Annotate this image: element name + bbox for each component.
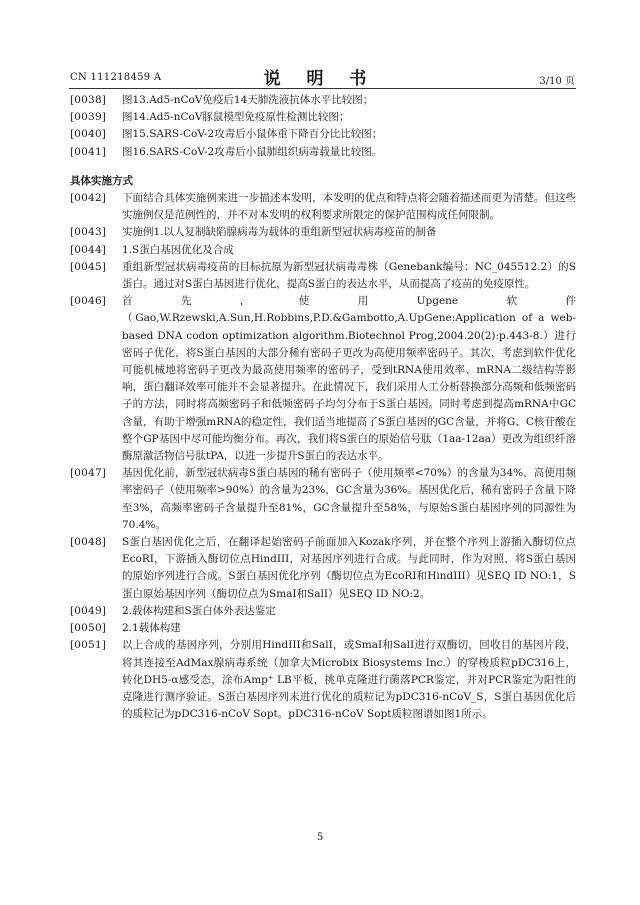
paragraph-number: [0042] — [70, 192, 107, 205]
paragraph-text: 图15.SARS-CoV-2攻毒后小鼠体重下降百分比比较图； — [122, 128, 383, 141]
paragraph-0041 — [70, 144, 576, 161]
paragraph-0048 — [70, 534, 576, 603]
paragraph-text: 实施例1.以人复制缺陷腺病毒为载体的重组新型冠状病毒疫苗的制备 — [122, 226, 437, 239]
paragraph-text: 首先，使用Upgene软件（Gao,W.Rzewski,A.Sun,H.Robbins,P.D.&Gambotto,A.UpGene:Application of a web-based DNA codon optimization algorithm.Biotechnol Prog,2004.20(2):p.443-8.）进行密码子优化，将S蛋白基因的大部分稀有密码子更改为高使用频率密码子。其次，考虑到软件优化可能机械地将密码子更改为最高使用频率的密码子，受到tRNA使用效率、mRNA二级结构等影响，蛋白翻译效率可能并不会显著提升。在此情况下，我们采用人工分析替换部分高频和低频密码子的方法，同时将高频密码子和低频密码子均匀分布于S蛋白基因。同时考虑到提高mRNA中GC含量，有助于增强mRNA的稳定性，我们适当地提高了S蛋白基因的GC含量，并将G、C核苷酸在整个GP基因中尽可能均衡分布。再次，我们将S蛋白的原始信号肽（1aa-12aa）更改为组织纤溶酶原激活物信号肽tPA，以进一步提升S蛋白的表达水平。 — [122, 295, 576, 463]
document-title: 说 明 书 — [263, 69, 377, 89]
paragraph-text: 图13.Ad5-nCoV免疫后14天肺洗液抗体水平比较图； — [122, 94, 374, 106]
header-rule — [69, 88, 576, 89]
paragraph-0049 — [70, 603, 576, 620]
page-indicator: 3/10 页 — [539, 76, 575, 87]
document-body — [70, 92, 576, 723]
section-heading: 具体实施方式 — [70, 174, 133, 187]
paragraph-text: 1.S蛋白基因优化及合成 — [122, 243, 234, 256]
paragraph-number: [0038] — [70, 94, 107, 106]
paragraph-0039 — [70, 109, 576, 126]
paragraph-text: 以上合成的基因序列，分别用HindIII和SalI，或SmaI和SalI进行双酶切，回收目的基因片段，将其连接至AdMax腺病毒系统（加拿大Microbix Biosystems Inc.）的穿梭质粒pDC316上，转化DH5-α感受态，涂布Amp⁺ LB平板，挑单克隆进行菌落PCR鉴定，并对PCR鉴定为阳性的克隆进行测序验证。S蛋白基因序列未进行优化的质粒记为pDC316-nCoV_S，S蛋白基因优化后的质粒记为pDC316-nCoV Sopt。pDC316-nCoV Sopt质粒图谱如图1所示。 — [122, 639, 576, 721]
paragraph-text: 2.1载体构建 — [122, 622, 181, 635]
paragraph-0040 — [70, 126, 576, 143]
paragraph-number: [0043] — [70, 226, 107, 239]
paragraph-number: [0049] — [70, 604, 107, 617]
paragraph-0047 — [70, 465, 576, 534]
paragraph-text: 基因优化前，新型冠状病毒S蛋白基因的稀有密码子（使用频率<70%）的含量为34%，高使用频率密码子（使用频率>90%）的含量为23%，GC含量为36%。基因优化后，稀有密码子含量下降至3%，高频率密码子含量提升至81%，GC含量提升至58%，与原始S蛋白基因序列的同源性为70.4%。 — [122, 467, 576, 531]
paragraph-number: [0040] — [70, 128, 107, 141]
paragraph-number: [0048] — [70, 536, 107, 549]
paragraph-number: [0050] — [70, 622, 107, 635]
paragraph-number: [0051] — [70, 639, 107, 652]
paragraph-text: 图14.Ad5-nCoV豚鼠模型免疫原性检测比较图； — [122, 111, 350, 124]
paragraph-0046 — [70, 293, 576, 465]
paragraph-number: [0046] — [70, 295, 107, 308]
paragraph-0042 — [70, 190, 576, 224]
page-number: 5 — [316, 832, 324, 843]
paragraph-0051 — [70, 637, 576, 723]
paragraph-number: [0044] — [70, 243, 107, 256]
paragraph-number: [0039] — [70, 111, 107, 124]
paragraph-0050 — [70, 620, 576, 637]
paragraph-text: 2.载体构建和S蛋白体外表达鉴定 — [122, 604, 276, 617]
paragraph-0045 — [70, 259, 576, 293]
patent-number: CN 111218459 A — [70, 72, 162, 83]
paragraph-number: [0045] — [70, 260, 107, 273]
paragraph-number: [0047] — [70, 467, 107, 480]
paragraph-0044 — [70, 242, 576, 259]
paragraph-0038 — [70, 92, 576, 109]
paragraph-text: 下面结合具体实施例来进一步描述本发明，本发明的优点和特点将会随着描述而更为清楚。但这些实施例仅是范例性的，并不对本发明的权利要求所限定的保护范围构成任何限制。 — [122, 192, 576, 222]
paragraph-text: 重组新型冠状病毒疫苗的目标抗原为新型冠状病毒毒株（Genebank编号：NC_045512.2）的S蛋白。通过对S蛋白基因进行优化，提高S蛋白的表达水平，从而提高了疫苗的免疫原性。 — [122, 260, 576, 291]
paragraph-number: [0041] — [70, 145, 107, 158]
paragraph-0043 — [70, 224, 576, 241]
paragraph-text: S蛋白基因优化之后，在翻译起始密码子前面加入Kozak序列，并在整个序列上游插入酶切位点EcoRI，下游插入酶切位点HindIII，对基因序列进行合成。与此同时，作为对照，将S蛋白基因的原始序列进行合成。S蛋白基因优化序列（酶切位点为EcoRI和HindIII）见SEQ ID NO:1，S蛋白原始基因序列（酶切位点为SmaI和SalI）见SEQ ID NO:2。 — [122, 536, 576, 600]
paragraph-text: 图16.SARS-CoV-2攻毒后小鼠肺组织病毒载量比较图。 — [122, 145, 383, 158]
